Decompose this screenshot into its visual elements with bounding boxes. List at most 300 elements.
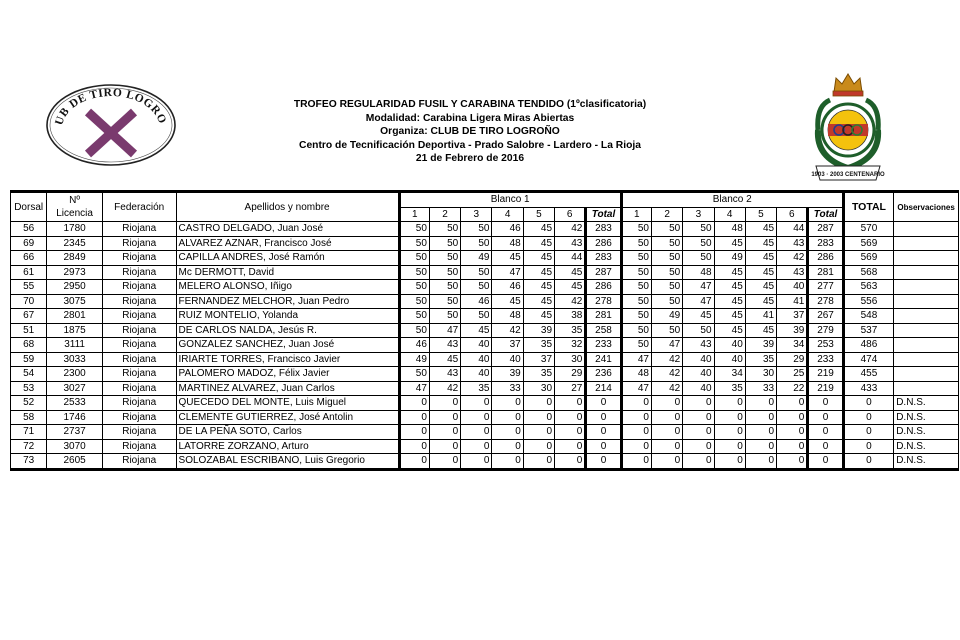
blanco2-total-cell: 286 <box>808 251 843 266</box>
blanco2-score-cell: 50 <box>651 323 682 338</box>
blanco1-total-cell: 0 <box>586 410 621 425</box>
dorsal-cell: 68 <box>11 338 47 353</box>
nombre-cell: ALVAREZ AZNAR, Francisco José <box>176 236 399 251</box>
licencia-cell: 2605 <box>47 454 103 470</box>
federacion-cell: Riojana <box>102 352 176 367</box>
blanco2-score-cell: 0 <box>651 410 682 425</box>
blanco2-score-cell: 47 <box>683 294 714 309</box>
federacion-cell: Riojana <box>102 309 176 324</box>
blanco2-score-cell: 39 <box>777 323 808 338</box>
blanco2-score-cell: 0 <box>714 454 745 470</box>
licencia-cell: 3033 <box>47 352 103 367</box>
nombre-cell: MARTINEZ ALVAREZ, Juan Carlos <box>176 381 399 396</box>
blanco1-score-cell: 50 <box>399 280 429 295</box>
blanco2-score-cell: 43 <box>777 265 808 280</box>
blanco2-total-cell: 267 <box>808 309 843 324</box>
nombre-cell: RUIZ MONTELIO, Yolanda <box>176 309 399 324</box>
blanco1-score-cell: 50 <box>461 222 492 237</box>
blanco1-score-cell: 50 <box>399 265 429 280</box>
blanco2-score-cell: 0 <box>683 454 714 470</box>
federacion-cell: Riojana <box>102 222 176 237</box>
blanco2-total-cell: 219 <box>808 367 843 382</box>
observaciones-cell: D.N.S. <box>894 396 959 411</box>
blanco2-score-cell: 40 <box>683 381 714 396</box>
col-blanco1: Blanco 1 <box>399 192 621 208</box>
table-row <box>11 309 959 324</box>
federacion-cell: Riojana <box>102 454 176 470</box>
blanco2-score-cell: 0 <box>714 425 745 440</box>
blanco1-score-cell: 49 <box>461 251 492 266</box>
table-row <box>11 222 959 237</box>
nombre-cell: CAPILLA ANDRES, José Ramón <box>176 251 399 266</box>
blanco2-total-cell: 219 <box>808 381 843 396</box>
blanco2-score-cell: 45 <box>714 265 745 280</box>
event-organizer: Organiza: CLUB DE TIRO LOGROÑO <box>380 126 560 138</box>
federacion-cell: Riojana <box>102 294 176 309</box>
dorsal-cell: 71 <box>11 425 47 440</box>
dorsal-cell: 69 <box>11 236 47 251</box>
blanco1-score-cell: 0 <box>523 410 554 425</box>
blanco1-score-cell: 42 <box>429 381 460 396</box>
blanco2-score-cell: 40 <box>683 352 714 367</box>
total-cell: 0 <box>843 439 893 454</box>
observaciones-cell <box>894 338 959 353</box>
federacion-cell: Riojana <box>102 236 176 251</box>
blanco1-score-cell: 30 <box>523 381 554 396</box>
blanco1-score-cell: 50 <box>461 309 492 324</box>
blanco2-score-cell: 50 <box>651 265 682 280</box>
blanco1-total-cell: 0 <box>586 439 621 454</box>
blanco1-total-header: Total <box>586 207 621 222</box>
blanco1-score-cell: 0 <box>492 410 523 425</box>
blanco1-score-cell: 45 <box>555 265 586 280</box>
blanco1-score-cell: 35 <box>555 323 586 338</box>
blanco2-score-cell: 42 <box>651 352 682 367</box>
club-logo-icon <box>44 82 178 168</box>
blanco1-score-cell: 0 <box>399 410 429 425</box>
blanco2-score-cell: 50 <box>651 294 682 309</box>
blanco1-score-cell: 42 <box>492 323 523 338</box>
blanco2-score-cell: 45 <box>714 280 745 295</box>
blanco2-score-cell: 45 <box>683 309 714 324</box>
blanco2-score-cell: 0 <box>683 425 714 440</box>
nombre-cell: SOLOZABAL ESCRIBANO, Luis Gregorio <box>176 454 399 470</box>
blanco2-total-cell: 0 <box>808 439 843 454</box>
blanco1-score-cell: 45 <box>555 280 586 295</box>
dorsal-cell: 51 <box>11 323 47 338</box>
blanco2-score-cell: 0 <box>621 396 651 411</box>
blanco2-total-cell: 277 <box>808 280 843 295</box>
blanco2-score-cell: 50 <box>621 280 651 295</box>
blanco2-score-cell: 45 <box>745 323 776 338</box>
nombre-cell: DE LA PEÑA SOTO, Carlos <box>176 425 399 440</box>
blanco2-score-cell: 0 <box>621 425 651 440</box>
dorsal-cell: 54 <box>11 367 47 382</box>
blanco1-total-cell: 286 <box>586 280 621 295</box>
blanco2-total-cell: 0 <box>808 454 843 470</box>
blanco1-score-cell: 50 <box>429 236 460 251</box>
blanco1-score-cell: 46 <box>399 338 429 353</box>
blanco1-score-cell: 43 <box>555 236 586 251</box>
blanco1-series-5-header: 5 <box>523 207 554 222</box>
licencia-cell: 2737 <box>47 425 103 440</box>
blanco1-score-cell: 45 <box>523 294 554 309</box>
blanco1-score-cell: 40 <box>492 352 523 367</box>
blanco1-series-1-header: 1 <box>399 207 429 222</box>
observaciones-cell: D.N.S. <box>894 454 959 470</box>
blanco2-score-cell: 0 <box>745 425 776 440</box>
dorsal-cell: 59 <box>11 352 47 367</box>
licencia-cell: 2849 <box>47 251 103 266</box>
observaciones-cell <box>894 309 959 324</box>
table-row <box>11 439 959 454</box>
observaciones-cell: D.N.S. <box>894 410 959 425</box>
event-venue: Centro de Tecnificación Deportiva - Prado Salobre - Lardero - La Rioja <box>299 139 641 151</box>
blanco2-score-cell: 0 <box>714 396 745 411</box>
blanco1-score-cell: 50 <box>429 251 460 266</box>
blanco2-score-cell: 45 <box>745 236 776 251</box>
total-cell: 569 <box>843 251 893 266</box>
blanco1-series-4-header: 4 <box>492 207 523 222</box>
blanco2-score-cell: 45 <box>745 280 776 295</box>
blanco2-score-cell: 45 <box>745 251 776 266</box>
blanco1-score-cell: 0 <box>555 396 586 411</box>
nombre-cell: QUECEDO DEL MONTE, Luis Miguel <box>176 396 399 411</box>
blanco1-series-3-header: 3 <box>461 207 492 222</box>
blanco1-score-cell: 50 <box>399 236 429 251</box>
blanco1-total-cell: 281 <box>586 309 621 324</box>
nombre-cell: LATORRE ZORZANO, Arturo <box>176 439 399 454</box>
blanco2-score-cell: 50 <box>683 323 714 338</box>
blanco2-score-cell: 42 <box>651 367 682 382</box>
blanco1-score-cell: 0 <box>555 454 586 470</box>
blanco2-score-cell: 50 <box>651 251 682 266</box>
licencia-cell: 2345 <box>47 236 103 251</box>
total-cell: 0 <box>843 425 893 440</box>
blanco1-score-cell: 47 <box>429 323 460 338</box>
blanco1-score-cell: 37 <box>492 338 523 353</box>
total-cell: 474 <box>843 352 893 367</box>
blanco2-series-1-header: 1 <box>621 207 651 222</box>
blanco1-score-cell: 0 <box>429 396 460 411</box>
blanco1-series-6-header: 6 <box>555 207 586 222</box>
blanco2-score-cell: 0 <box>651 439 682 454</box>
total-cell: 556 <box>843 294 893 309</box>
table-row <box>11 367 959 382</box>
blanco2-score-cell: 45 <box>745 294 776 309</box>
blanco1-score-cell: 39 <box>523 323 554 338</box>
blanco2-score-cell: 48 <box>714 222 745 237</box>
blanco2-score-cell: 50 <box>683 251 714 266</box>
col-blanco2: Blanco 2 <box>621 192 843 208</box>
licencia-cell: 3075 <box>47 294 103 309</box>
blanco1-score-cell: 47 <box>492 265 523 280</box>
blanco2-score-cell: 35 <box>714 381 745 396</box>
blanco1-score-cell: 50 <box>399 367 429 382</box>
blanco2-score-cell: 40 <box>777 280 808 295</box>
blanco2-score-cell: 43 <box>683 338 714 353</box>
blanco2-total-cell: 253 <box>808 338 843 353</box>
blanco1-series-2-header: 2 <box>429 207 460 222</box>
blanco1-score-cell: 44 <box>555 251 586 266</box>
licencia-cell: 1746 <box>47 410 103 425</box>
federacion-cell: Riojana <box>102 396 176 411</box>
blanco1-score-cell: 50 <box>399 294 429 309</box>
blanco2-score-cell: 22 <box>777 381 808 396</box>
blanco2-score-cell: 47 <box>621 381 651 396</box>
blanco1-total-cell: 283 <box>586 222 621 237</box>
blanco2-score-cell: 49 <box>714 251 745 266</box>
table-row <box>11 454 959 470</box>
licencia-cell: 2300 <box>47 367 103 382</box>
blanco1-score-cell: 50 <box>399 309 429 324</box>
blanco2-total-cell: 233 <box>808 352 843 367</box>
blanco2-score-cell: 50 <box>651 280 682 295</box>
blanco2-score-cell: 0 <box>777 439 808 454</box>
observaciones-cell: D.N.S. <box>894 439 959 454</box>
blanco1-score-cell: 42 <box>555 294 586 309</box>
blanco2-score-cell: 50 <box>683 236 714 251</box>
nombre-cell: Mc DERMOTT, David <box>176 265 399 280</box>
blanco2-score-cell: 0 <box>745 410 776 425</box>
total-cell: 486 <box>843 338 893 353</box>
blanco1-score-cell: 45 <box>523 222 554 237</box>
blanco2-series-3-header: 3 <box>683 207 714 222</box>
blanco2-score-cell: 50 <box>621 294 651 309</box>
blanco1-score-cell: 0 <box>492 396 523 411</box>
observaciones-cell <box>894 222 959 237</box>
table-row <box>11 425 959 440</box>
blanco1-score-cell: 0 <box>399 396 429 411</box>
table-row <box>11 236 959 251</box>
blanco1-total-cell: 278 <box>586 294 621 309</box>
blanco1-score-cell: 50 <box>429 309 460 324</box>
col-nombre: Apellidos y nombre <box>176 192 399 222</box>
table-row <box>11 323 959 338</box>
blanco1-score-cell: 0 <box>492 439 523 454</box>
blanco1-score-cell: 48 <box>492 236 523 251</box>
nombre-cell: IRIARTE TORRES, Francisco Javier <box>176 352 399 367</box>
observaciones-cell <box>894 381 959 396</box>
blanco2-series-6-header: 6 <box>777 207 808 222</box>
blanco1-score-cell: 0 <box>399 425 429 440</box>
blanco1-score-cell: 0 <box>429 410 460 425</box>
blanco2-score-cell: 29 <box>777 352 808 367</box>
document-header <box>250 98 690 166</box>
observaciones-cell <box>894 251 959 266</box>
blanco1-score-cell: 0 <box>523 454 554 470</box>
blanco1-score-cell: 0 <box>461 410 492 425</box>
blanco2-score-cell: 45 <box>714 309 745 324</box>
observaciones-cell: D.N.S. <box>894 425 959 440</box>
licencia-cell: 1875 <box>47 323 103 338</box>
blanco2-score-cell: 41 <box>745 309 776 324</box>
blanco2-score-cell: 43 <box>777 236 808 251</box>
federacion-cell: Riojana <box>102 367 176 382</box>
blanco1-score-cell: 0 <box>492 454 523 470</box>
blanco2-score-cell: 0 <box>745 396 776 411</box>
total-cell: 570 <box>843 222 893 237</box>
federacion-cell: Riojana <box>102 323 176 338</box>
blanco1-score-cell: 40 <box>461 338 492 353</box>
dorsal-cell: 56 <box>11 222 47 237</box>
blanco1-score-cell: 45 <box>492 251 523 266</box>
federacion-cell: Riojana <box>102 251 176 266</box>
total-cell: 563 <box>843 280 893 295</box>
blanco2-score-cell: 47 <box>621 352 651 367</box>
blanco2-score-cell: 0 <box>683 396 714 411</box>
blanco1-score-cell: 29 <box>555 367 586 382</box>
total-cell: 433 <box>843 381 893 396</box>
federation-emblem-icon <box>806 70 890 182</box>
blanco1-total-cell: 236 <box>586 367 621 382</box>
observaciones-cell <box>894 265 959 280</box>
blanco2-score-cell: 0 <box>621 454 651 470</box>
event-title: TROFEO REGULARIDAD FUSIL Y CARABINA TENDIDO (1ºclasificatoria) <box>293 99 647 110</box>
blanco2-score-cell: 0 <box>683 410 714 425</box>
licencia-cell: 3070 <box>47 439 103 454</box>
licencia-cell: 1780 <box>47 222 103 237</box>
blanco2-score-cell: 50 <box>621 338 651 353</box>
blanco2-score-cell: 47 <box>683 280 714 295</box>
col-licencia-top: Nº <box>69 195 81 206</box>
blanco1-total-cell: 241 <box>586 352 621 367</box>
blanco2-score-cell: 50 <box>621 323 651 338</box>
blanco2-score-cell: 40 <box>714 338 745 353</box>
blanco1-total-cell: 0 <box>586 396 621 411</box>
total-cell: 548 <box>843 309 893 324</box>
blanco1-score-cell: 0 <box>399 454 429 470</box>
blanco1-score-cell: 0 <box>523 425 554 440</box>
blanco2-total-cell: 287 <box>808 222 843 237</box>
blanco1-score-cell: 0 <box>429 425 460 440</box>
dorsal-cell: 66 <box>11 251 47 266</box>
blanco2-total-cell: 0 <box>808 410 843 425</box>
blanco2-score-cell: 50 <box>621 236 651 251</box>
blanco1-score-cell: 45 <box>523 236 554 251</box>
blanco2-score-cell: 0 <box>777 454 808 470</box>
federacion-cell: Riojana <box>102 265 176 280</box>
blanco1-score-cell: 0 <box>461 454 492 470</box>
dorsal-cell: 52 <box>11 396 47 411</box>
blanco1-score-cell: 0 <box>555 410 586 425</box>
federacion-cell: Riojana <box>102 381 176 396</box>
blanco1-score-cell: 33 <box>492 381 523 396</box>
blanco2-score-cell: 41 <box>777 294 808 309</box>
blanco1-score-cell: 50 <box>461 280 492 295</box>
blanco2-total-cell: 283 <box>808 236 843 251</box>
blanco2-score-cell: 25 <box>777 367 808 382</box>
blanco2-score-cell: 0 <box>777 396 808 411</box>
blanco1-score-cell: 0 <box>461 425 492 440</box>
blanco1-score-cell: 32 <box>555 338 586 353</box>
blanco2-score-cell: 0 <box>777 410 808 425</box>
licencia-cell: 3027 <box>47 381 103 396</box>
total-cell: 0 <box>843 396 893 411</box>
blanco2-total-cell: 0 <box>808 425 843 440</box>
blanco1-score-cell: 0 <box>461 396 492 411</box>
blanco1-score-cell: 50 <box>429 265 460 280</box>
blanco1-total-cell: 283 <box>586 251 621 266</box>
nombre-cell: CASTRO DELGADO, Juan José <box>176 222 399 237</box>
nombre-cell: FERNANDEZ MELCHOR, Juan Pedro <box>176 294 399 309</box>
observaciones-cell <box>894 280 959 295</box>
blanco2-score-cell: 33 <box>745 381 776 396</box>
blanco2-score-cell: 0 <box>651 396 682 411</box>
blanco1-total-cell: 214 <box>586 381 621 396</box>
federacion-cell: Riojana <box>102 280 176 295</box>
col-observaciones: Observaciones <box>894 192 959 222</box>
blanco1-score-cell: 43 <box>429 338 460 353</box>
blanco2-score-cell: 39 <box>745 338 776 353</box>
blanco1-score-cell: 0 <box>523 396 554 411</box>
results-table <box>10 190 959 471</box>
table-row <box>11 352 959 367</box>
table-row <box>11 396 959 411</box>
nombre-cell: DE CARLOS NALDA, Jesús R. <box>176 323 399 338</box>
blanco2-score-cell: 45 <box>714 236 745 251</box>
blanco1-score-cell: 40 <box>461 352 492 367</box>
blanco1-score-cell: 50 <box>461 265 492 280</box>
blanco2-score-cell: 37 <box>777 309 808 324</box>
blanco1-score-cell: 46 <box>461 294 492 309</box>
blanco1-score-cell: 38 <box>555 309 586 324</box>
observaciones-cell <box>894 367 959 382</box>
blanco1-score-cell: 0 <box>399 439 429 454</box>
blanco1-score-cell: 45 <box>429 352 460 367</box>
blanco1-score-cell: 30 <box>555 352 586 367</box>
table-row <box>11 280 959 295</box>
blanco1-score-cell: 50 <box>399 222 429 237</box>
blanco2-score-cell: 48 <box>683 265 714 280</box>
blanco1-score-cell: 27 <box>555 381 586 396</box>
results-body <box>11 222 959 470</box>
licencia-cell: 2950 <box>47 280 103 295</box>
blanco2-score-cell: 34 <box>777 338 808 353</box>
blanco2-score-cell: 42 <box>651 381 682 396</box>
blanco2-score-cell: 40 <box>683 367 714 382</box>
blanco2-score-cell: 0 <box>651 454 682 470</box>
blanco1-score-cell: 0 <box>492 425 523 440</box>
blanco2-score-cell: 50 <box>621 309 651 324</box>
table-row <box>11 338 959 353</box>
blanco2-score-cell: 44 <box>777 222 808 237</box>
blanco1-score-cell: 46 <box>492 280 523 295</box>
blanco2-score-cell: 50 <box>651 236 682 251</box>
blanco2-score-cell: 0 <box>621 439 651 454</box>
blanco2-total-cell: 0 <box>808 396 843 411</box>
col-federacion: Federación <box>102 192 176 222</box>
blanco1-score-cell: 40 <box>461 367 492 382</box>
svg-text:CLUB DE TIRO LOGROÑO: UB DE TIRO LOGRO <box>53 86 169 127</box>
nombre-cell: CLEMENTE GUTIERREZ, José Antolin <box>176 410 399 425</box>
blanco2-score-cell: 45 <box>745 222 776 237</box>
blanco1-score-cell: 0 <box>555 439 586 454</box>
blanco1-score-cell: 0 <box>461 439 492 454</box>
nombre-cell: GONZALEZ SANCHEZ, Juan José <box>176 338 399 353</box>
dorsal-cell: 53 <box>11 381 47 396</box>
blanco2-score-cell: 34 <box>714 367 745 382</box>
blanco1-score-cell: 50 <box>399 251 429 266</box>
col-total: TOTAL <box>843 192 893 222</box>
blanco2-score-cell: 50 <box>621 265 651 280</box>
nombre-cell: PALOMERO MADOZ, Félix Javier <box>176 367 399 382</box>
blanco1-total-cell: 0 <box>586 425 621 440</box>
blanco1-total-cell: 233 <box>586 338 621 353</box>
federacion-cell: Riojana <box>102 338 176 353</box>
blanco2-score-cell: 40 <box>714 352 745 367</box>
blanco2-score-cell: 0 <box>777 425 808 440</box>
